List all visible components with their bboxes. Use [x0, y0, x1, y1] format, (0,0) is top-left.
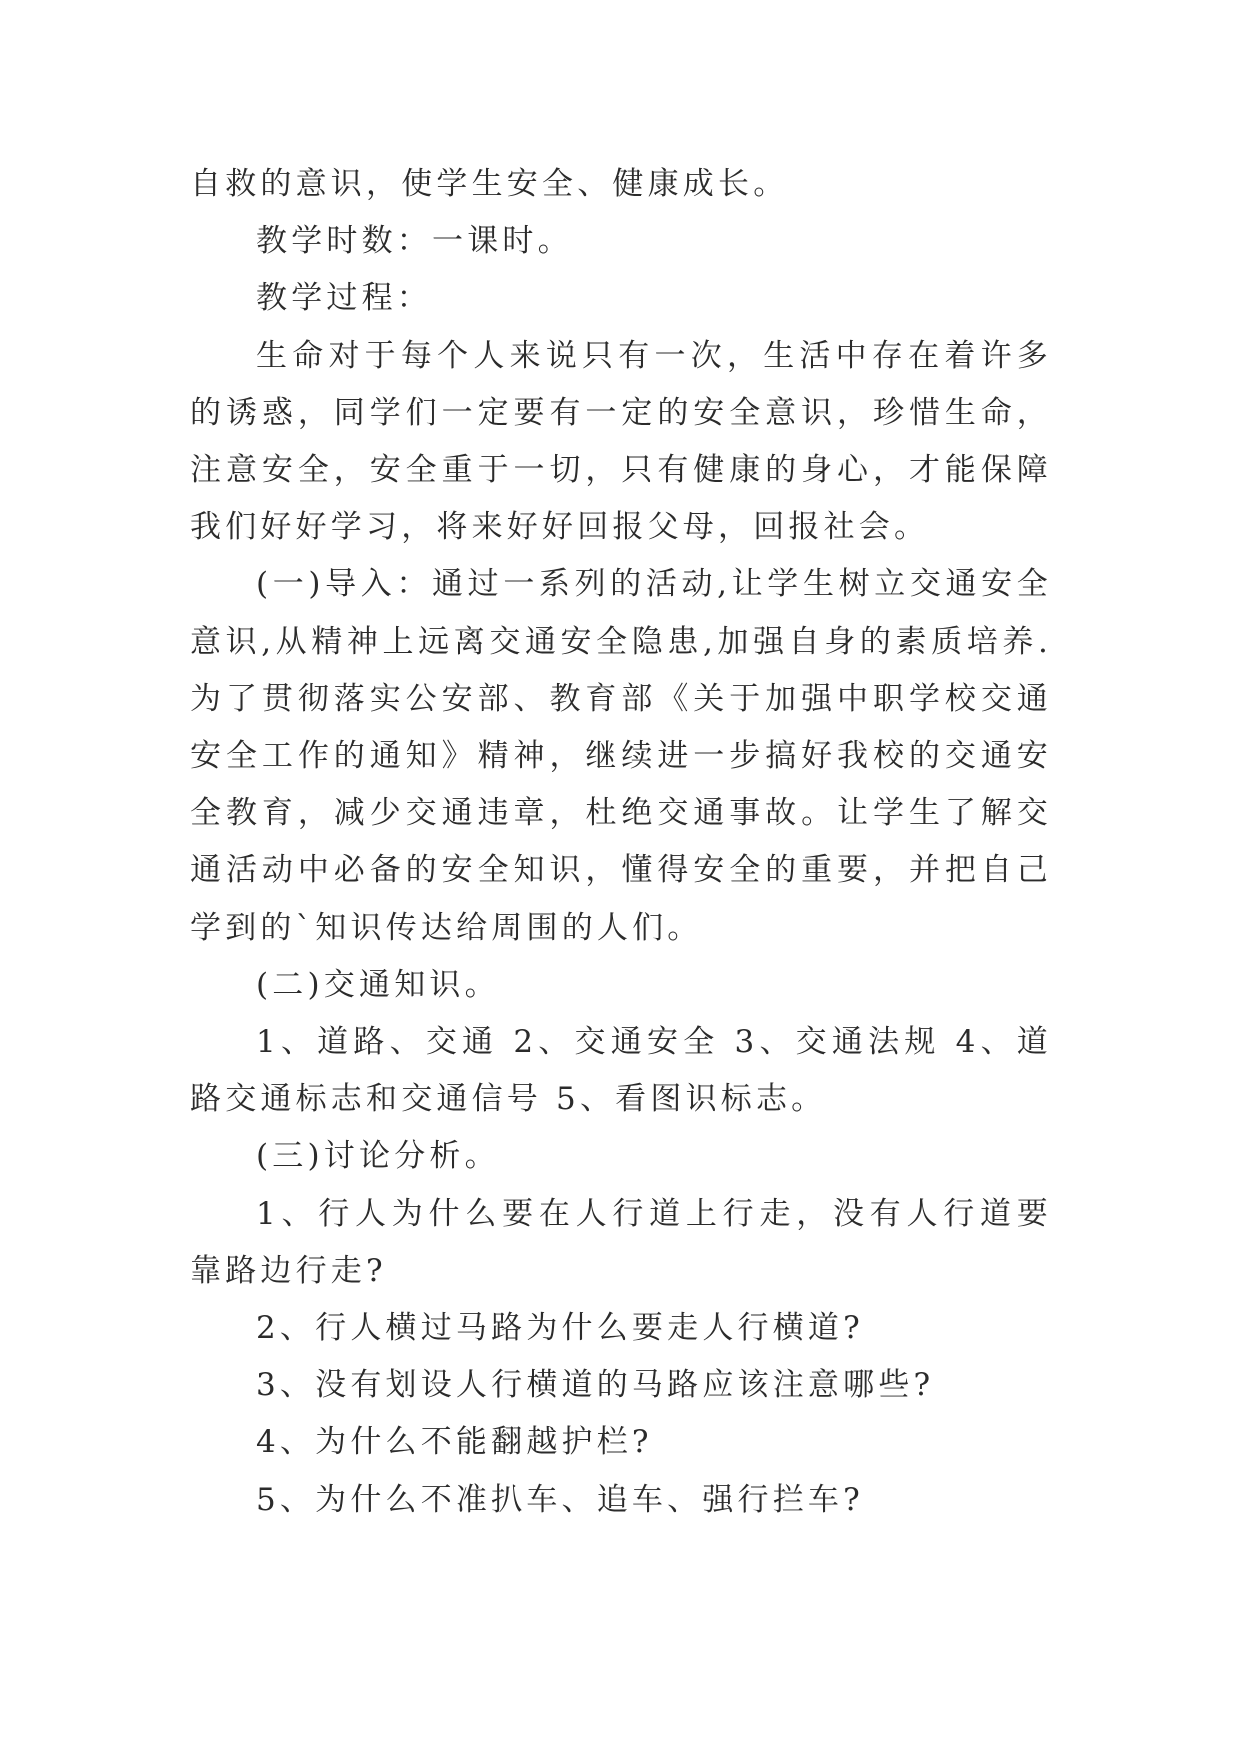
paragraph-question-1: 1、行人为什么要在人行道上行走，没有人行道要靠路边行走?	[190, 1195, 1052, 1289]
paragraph-question-3: 3、没有划设人行横道的马路应该注意哪些?	[256, 1367, 935, 1404]
paragraph-question-5: 5、为什么不准扒车、追车、强行拦车?	[256, 1481, 864, 1518]
paragraph-life-safety: 生命对于每个人来说只有一次，生活中存在着许多的诱惑，同学们一定要有一定的安全意识，珍惜生命，注意安全，安全重于一切，只有健康的身心，才能保障我们好好学习，将来好好回报父母，回报社会。	[190, 337, 1052, 546]
paragraph-traffic-knowledge-list: 1、道路、交通 2、交通安全 3、交通法规 4、道路交通标志和交通信号 5、看图识标志。	[190, 1024, 1052, 1118]
paragraph-traffic-knowledge-heading: (二)交通知识。	[256, 966, 500, 1003]
paragraph-question-4: 4、为什么不能翻越护栏?	[256, 1424, 653, 1461]
paragraph-discussion-heading: (三)讨论分析。	[256, 1138, 500, 1175]
document-body	[190, 156, 1052, 1529]
paragraph-question-2: 2、行人横过马路为什么要走人行横道?	[256, 1310, 864, 1347]
paragraph-continuation: 自救的意识，使学生安全、健康成长。	[190, 166, 789, 202]
paragraph-teaching-hours: 教学时数：一课时。	[256, 223, 573, 260]
paragraph-teaching-process-heading: 教学过程：	[256, 280, 432, 317]
paragraph-introduction: (一)导入：通过一系列的活动,让学生树立交通安全意识,从精神上远离交通安全隐患,加强自身的素质培养.为了贯彻落实公安部、教育部《关于加强中职学校交通安全工作的通知》精神，继续进一步搞好我校的交通安全教育，减少交通违章，杜绝交通事故。让学生了解交通活动中必备的安全知识，懂得安全的重要，并把自己学到的`知识传达给周围的人们。	[190, 566, 1052, 946]
